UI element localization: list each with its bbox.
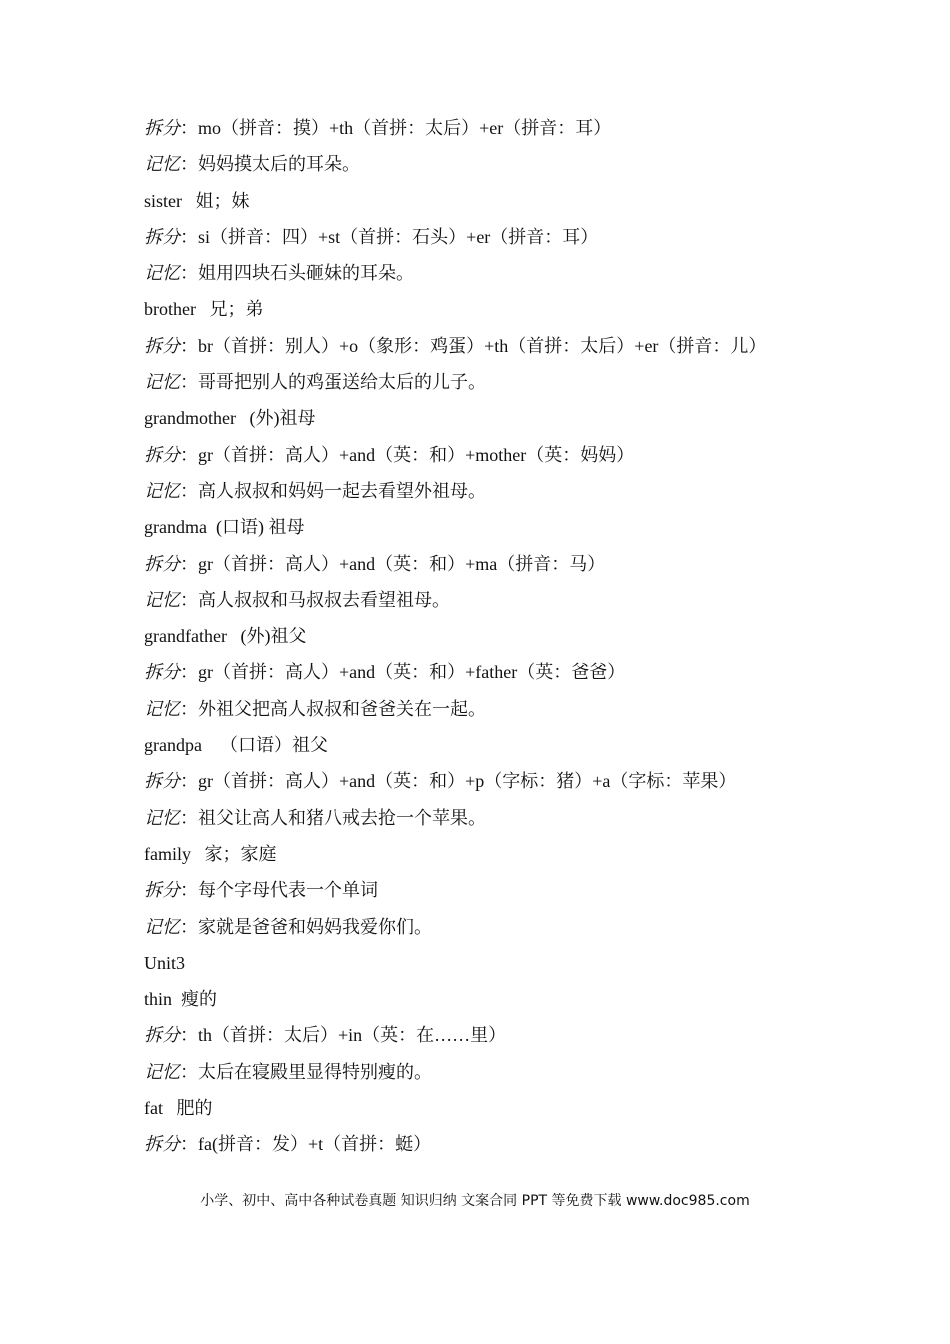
line-text: 姐用四块石头砸妹的耳朵。 (198, 263, 414, 284)
memory-line (144, 477, 844, 513)
line-label: 记忆 (144, 698, 180, 719)
breakdown-line (144, 441, 844, 477)
line-separator: ： (180, 118, 198, 138)
line-separator: ： (180, 372, 198, 393)
line-text: brother 兄；弟 (144, 299, 264, 320)
line-text: si（拼音：四）+st（首拼：石头）+er（拼音：耳） (198, 226, 599, 247)
vocab-line (144, 985, 844, 1021)
line-separator: ： (180, 444, 198, 465)
line-text: 高人叔叔和马叔叔去看望祖母。 (198, 589, 450, 610)
line-separator: ： (180, 589, 198, 610)
breakdown-line (144, 223, 844, 259)
line-text: sister 姐；妹 (144, 190, 250, 211)
line-label: 记忆 (144, 807, 180, 828)
line-separator: ： (180, 771, 198, 792)
breakdown-line (144, 114, 844, 150)
line-label: 拆分 (144, 118, 180, 138)
line-separator: ： (180, 807, 198, 828)
breakdown-line (144, 1130, 844, 1166)
line-separator: ： (180, 480, 198, 501)
line-text: 高人叔叔和妈妈一起去看望外祖母。 (198, 480, 486, 501)
line-text: br（首拼：别人）+o（象形：鸡蛋）+th（首拼：太后）+er（拼音：儿） (198, 335, 767, 356)
line-text: gr（首拼：高人）+and（英：和）+ma（拼音：马） (198, 553, 606, 574)
breakdown-line (144, 767, 844, 803)
line-text: 家就是爸爸和妈妈我爱你们。 (198, 916, 432, 937)
line-label: 拆分 (144, 226, 180, 247)
vocab-line (144, 187, 844, 223)
vocab-line (144, 513, 844, 549)
line-separator: ： (180, 553, 198, 574)
vocab-line (144, 731, 844, 767)
line-separator: ： (180, 1134, 198, 1155)
line-text: grandfather (外)祖父 (144, 626, 307, 647)
breakdown-line (144, 550, 844, 586)
line-text: fa(拼音：发）+t（首拼：蜓） (198, 1134, 432, 1155)
memory-line (144, 259, 844, 295)
line-separator: ： (180, 698, 198, 719)
line-separator: ： (180, 1025, 198, 1046)
line-text: 哥哥把别人的鸡蛋送给太后的儿子。 (198, 372, 486, 393)
line-text: gr（首拼：高人）+and（英：和）+mother（英：妈妈） (198, 444, 635, 465)
line-text: 妈妈摸太后的耳朵。 (198, 154, 360, 175)
line-label: 拆分 (144, 444, 180, 465)
line-text: family 家；家庭 (144, 843, 277, 864)
line-label: 拆分 (144, 880, 180, 901)
line-text: 外祖父把高人叔叔和爸爸关在一起。 (198, 698, 486, 719)
memory-line (144, 586, 844, 622)
line-text: gr（首拼：高人）+and（英：和）+p（字标：猪）+a（字标：苹果） (198, 771, 737, 792)
vocab-line (144, 949, 844, 985)
vocab-line (144, 1094, 844, 1130)
line-text: 太后在寝殿里显得特别瘦的。 (198, 1061, 432, 1082)
line-text: Unit3 (144, 952, 186, 973)
line-text: gr（首拼：高人）+and（英：和）+father（英：爸爸） (198, 662, 626, 683)
line-separator: ： (180, 263, 198, 284)
line-label: 记忆 (144, 589, 180, 610)
line-label: 拆分 (144, 553, 180, 574)
vocab-line (144, 295, 844, 331)
memory-line (144, 150, 844, 186)
line-text: 每个字母代表一个单词 (198, 880, 378, 901)
breakdown-line (144, 658, 844, 694)
page-footer: 小学、初中、高中各种试卷真题 知识归纳 文案合同 PPT 等免费下载 www.doc985.com (200, 1193, 750, 1209)
line-text: mo（拼音：摸）+th（首拼：太后）+er（拼音：耳） (198, 118, 612, 138)
document-body (144, 114, 844, 1167)
line-text: grandma (口语) 祖母 (144, 517, 305, 538)
vocab-line (144, 622, 844, 658)
line-separator: ： (180, 662, 198, 683)
line-text: th（首拼：太后）+in（英：在……里） (198, 1025, 507, 1046)
memory-line (144, 804, 844, 840)
line-label: 记忆 (144, 480, 180, 501)
breakdown-line (144, 876, 844, 912)
line-text: grandpa （口语）祖父 (144, 735, 328, 756)
line-separator: ： (180, 880, 198, 901)
line-label: 记忆 (144, 263, 180, 284)
line-text: grandmother (外)祖母 (144, 408, 316, 429)
line-text: fat 肥的 (144, 1098, 213, 1119)
line-separator: ： (180, 154, 198, 175)
line-label: 拆分 (144, 1025, 180, 1046)
line-label: 记忆 (144, 372, 180, 393)
line-label: 拆分 (144, 662, 180, 683)
line-label: 记忆 (144, 154, 180, 175)
line-label: 记忆 (144, 916, 180, 937)
line-separator: ： (180, 916, 198, 937)
line-separator: ： (180, 335, 198, 356)
memory-line (144, 1058, 844, 1094)
vocab-line (144, 840, 844, 876)
breakdown-line (144, 1021, 844, 1057)
line-label: 拆分 (144, 1134, 180, 1155)
line-text: thin 瘦的 (144, 989, 218, 1010)
line-separator: ： (180, 1061, 198, 1082)
line-label: 拆分 (144, 771, 180, 792)
line-separator: ： (180, 226, 198, 247)
memory-line (144, 913, 844, 949)
breakdown-line (144, 332, 844, 368)
memory-line (144, 695, 844, 731)
vocab-line (144, 404, 844, 440)
memory-line (144, 368, 844, 404)
line-label: 拆分 (144, 335, 180, 356)
line-label: 记忆 (144, 1061, 180, 1082)
line-text: 祖父让高人和猪八戒去抢一个苹果。 (198, 807, 486, 828)
